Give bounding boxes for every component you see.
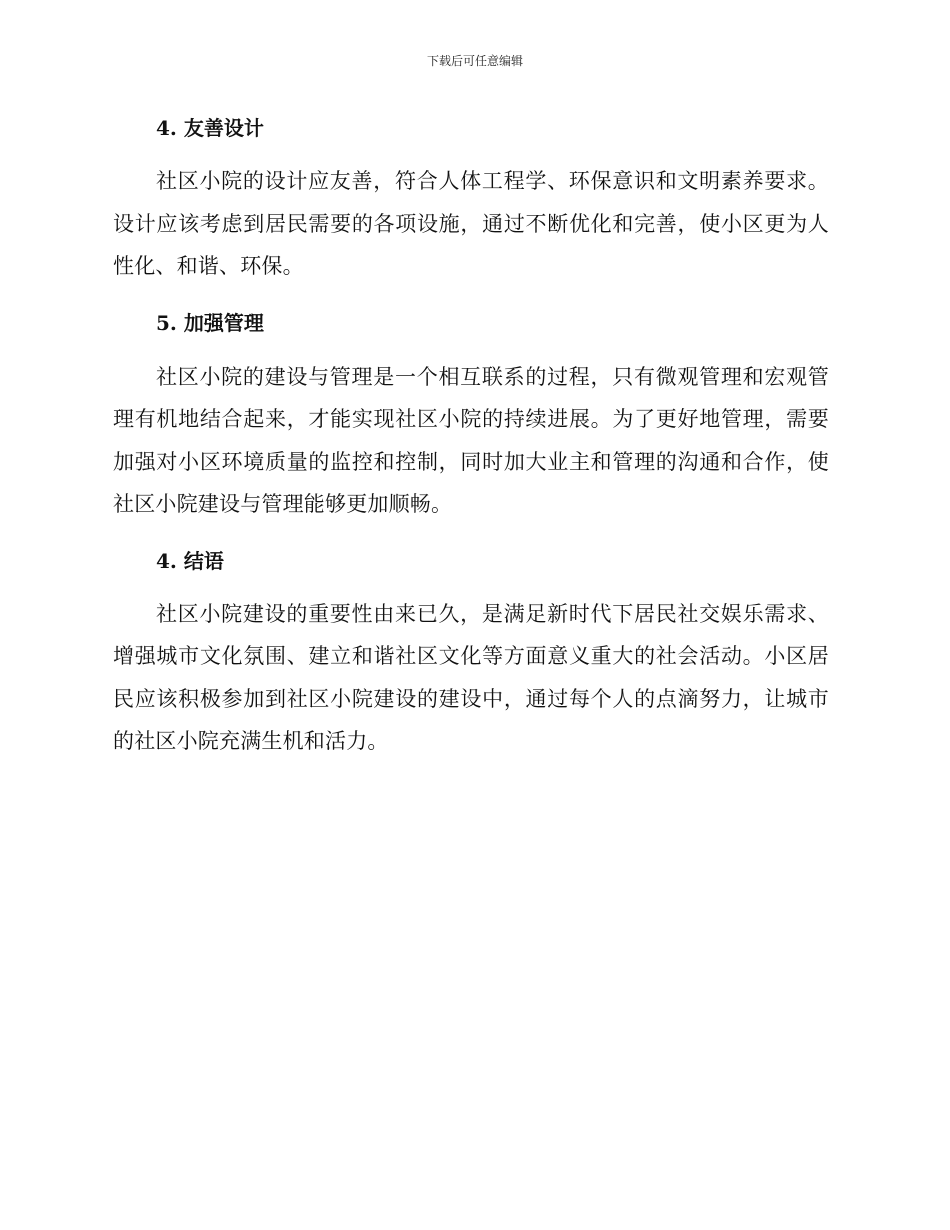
paragraph-conclusion: 社区小院建设的重要性由来已久，是满足新时代下居民社交娱乐需求、增强城市文化氛围、建立和谐社区文化等方面意义重大的社会活动。小区居民应该积极参加到社区小院建设的建设中，通过每个人的点滴努力，让城市的社区小院充满生机和活力。 [113, 601, 829, 753]
document-body [113, 108, 829, 763]
paragraph-friendly-design: 社区小院的设计应友善，符合人体工程学、环保意识和文明素养要求。设计应该考虑到居民需要的各项设施，通过不断优化和完善，使小区更为人性化、和谐、环保。 [113, 169, 829, 278]
section-heading-friendly-design: 4. 友善设计 [156, 116, 264, 140]
page-header: 下载后可任意编辑 [426, 54, 523, 68]
paragraph-strengthen-management: 社区小院的建设与管理是一个相互联系的过程，只有微观管理和宏观管理有机地结合起来，才能实现社区小院的持续进展。为了更好地管理，需要加强对小区环境质量的监控和控制，同时加大业主和管理的沟通和合作，使社区小院建设与管理能够更加顺畅。 [113, 364, 829, 516]
section-heading-strengthen-management: 5. 加强管理 [156, 310, 264, 335]
section-heading-conclusion: 4. 结语 [156, 548, 224, 573]
